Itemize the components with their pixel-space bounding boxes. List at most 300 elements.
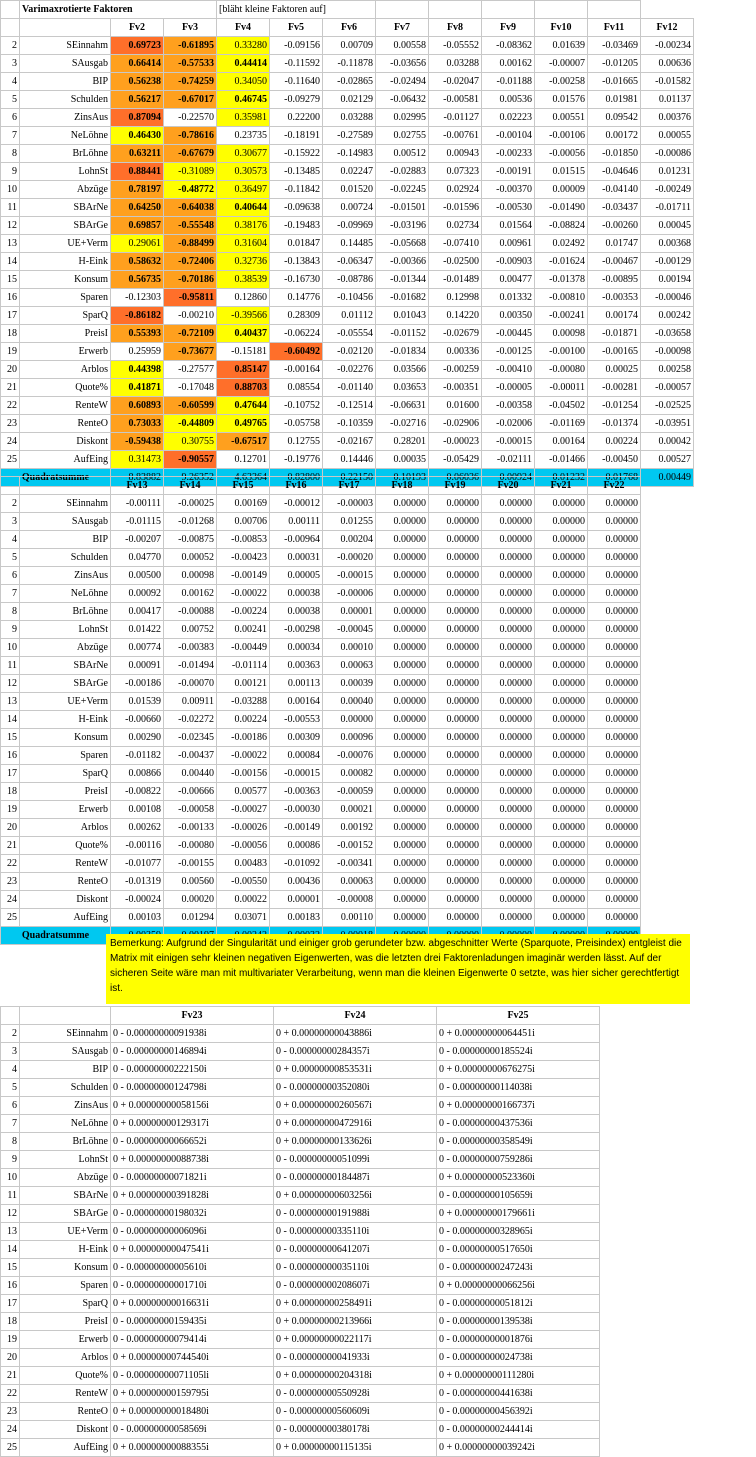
row-number: 23 <box>1 873 20 891</box>
loading-cell: 0.00010 <box>323 639 376 657</box>
loading-cell: -0.48772 <box>164 181 217 199</box>
row-label: LohnSt <box>20 621 111 639</box>
row-number: 16 <box>1 747 20 765</box>
column-header: Fv14 <box>164 477 217 495</box>
loading-cell: 0.00000 <box>376 639 429 657</box>
row-label: Diskont <box>20 891 111 909</box>
loading-cell: 0.00063 <box>323 873 376 891</box>
empty-cell <box>376 1 429 19</box>
loading-cell: 0.01137 <box>641 91 694 109</box>
loading-cell: -0.00903 <box>482 253 535 271</box>
loading-cell: 0.00045 <box>641 217 694 235</box>
row-label: BrLöhne <box>20 1133 111 1151</box>
table-row <box>1 531 641 549</box>
corner-cell <box>1 477 20 495</box>
complex-loading-cell: 0 - 0.00000000001710i <box>111 1277 274 1295</box>
loading-cell: 0.00000 <box>588 909 641 927</box>
loading-cell: 0.00121 <box>217 675 270 693</box>
loading-cell: 0.00000 <box>535 531 588 549</box>
table-row <box>1 181 694 199</box>
loading-cell: -0.03196 <box>376 217 429 235</box>
loading-cell: -0.00027 <box>217 801 270 819</box>
row-label: BIP <box>20 1061 111 1079</box>
complex-loading-cell: 0 - 0.00000000247243i <box>437 1259 600 1277</box>
row-number: 2 <box>1 1025 20 1043</box>
table-row <box>1 855 641 873</box>
loading-cell: -0.00008 <box>323 891 376 909</box>
complex-loading-cell: 0 - 0.00000000079414i <box>111 1331 274 1349</box>
row-label: ZinsAus <box>20 109 111 127</box>
loading-cell: -0.05552 <box>429 37 482 55</box>
row-label: Sparen <box>20 289 111 307</box>
complex-loading-cell: 0 - 0.00000000058569i <box>111 1421 274 1439</box>
loading-cell: 0.00000 <box>482 819 535 837</box>
loading-cell: 0.00000 <box>376 855 429 873</box>
loading-cell: -0.00045 <box>323 621 376 639</box>
loading-cell: 0.00000 <box>429 837 482 855</box>
complex-loading-cell: 0 + 0.00000000047541i <box>111 1241 274 1259</box>
loading-cell: 0.00000 <box>482 747 535 765</box>
header-row <box>1 1007 600 1025</box>
loading-cell: -0.01466 <box>535 451 588 469</box>
loading-cell: 0.14485 <box>323 235 376 253</box>
complex-loading-cell: 0 - 0.00000000006096i <box>111 1223 274 1241</box>
complex-loading-cell: 0 - 0.00000000641207i <box>274 1241 437 1259</box>
complex-loading-cell: 0 - 0.00000000328965i <box>437 1223 600 1241</box>
loading-cell: 0.01231 <box>641 163 694 181</box>
loading-cell: 0.60893 <box>111 397 164 415</box>
loading-cell: 0.00000 <box>535 567 588 585</box>
loading-cell: 0.03653 <box>376 379 429 397</box>
loading-cell: -0.01834 <box>376 343 429 361</box>
table-row <box>1 1421 600 1439</box>
loading-cell: -0.00022 <box>217 585 270 603</box>
loading-cell: -0.00298 <box>270 621 323 639</box>
table-row <box>1 217 694 235</box>
loading-cell: 0.00098 <box>164 567 217 585</box>
loading-cell: 0.00000 <box>588 531 641 549</box>
sum-cell: 0.10193 <box>376 469 429 487</box>
loading-cell: -0.00155 <box>164 855 217 873</box>
loading-cell: -0.01624 <box>535 253 588 271</box>
table-row <box>1 1403 600 1421</box>
loading-cell: -0.00341 <box>323 855 376 873</box>
loading-cell: -0.78616 <box>164 127 217 145</box>
complex-loading-cell: 0 - 0.00000000244414i <box>437 1421 600 1439</box>
loading-cell: 0.00000 <box>429 693 482 711</box>
loading-cell: 0.00164 <box>535 433 588 451</box>
table-row <box>1 1115 600 1133</box>
table-row <box>1 1439 600 1457</box>
loading-cell: -0.90557 <box>164 451 217 469</box>
complex-loading-cell: 0 - 0.00000000091938i <box>111 1025 274 1043</box>
loading-cell: 0.00943 <box>429 145 482 163</box>
table-row <box>1 873 641 891</box>
loading-cell: -0.72109 <box>164 325 217 343</box>
loading-cell: -0.00241 <box>535 307 588 325</box>
row-label: Abzüge <box>20 1169 111 1187</box>
loading-cell: 0.00000 <box>588 693 641 711</box>
column-header: Fv21 <box>535 477 588 495</box>
column-header: Fv16 <box>270 477 323 495</box>
table-row <box>1 325 694 343</box>
table-row <box>1 711 641 729</box>
loading-cell: 0.14776 <box>270 289 323 307</box>
loading-cell: 0.00477 <box>482 271 535 289</box>
loading-cell: 0.00636 <box>641 55 694 73</box>
loading-cell: -0.02345 <box>164 729 217 747</box>
row-number: 19 <box>1 801 20 819</box>
row-label: Sparen <box>20 1277 111 1295</box>
loading-cell: 0.00000 <box>535 657 588 675</box>
loading-cell: 0.00055 <box>641 127 694 145</box>
loading-cell: 0.00000 <box>482 693 535 711</box>
complex-loading-cell: 0 - 0.00000000517650i <box>437 1241 600 1259</box>
loading-cell: 0.00000 <box>376 891 429 909</box>
loading-cell: -0.00046 <box>641 289 694 307</box>
table-row <box>1 549 641 567</box>
loading-cell: 0.00000 <box>482 711 535 729</box>
loading-cell: -0.00445 <box>482 325 535 343</box>
loading-cell: -0.00281 <box>588 379 641 397</box>
table-row <box>1 1331 600 1349</box>
loading-cell: 0.00000 <box>588 837 641 855</box>
row-label: PreisI <box>20 325 111 343</box>
loading-cell: 0.00000 <box>535 909 588 927</box>
loading-cell: 0.00000 <box>588 873 641 891</box>
loading-cell: -0.02679 <box>429 325 482 343</box>
label-header-cell <box>20 477 111 495</box>
loading-cell: 0.01255 <box>323 513 376 531</box>
loading-cell: -0.27589 <box>323 127 376 145</box>
table-row <box>1 1223 600 1241</box>
complex-loading-cell: 0 - 0.00000000159435i <box>111 1313 274 1331</box>
loading-cell: 0.00172 <box>588 127 641 145</box>
loading-cell: 0.00000 <box>429 765 482 783</box>
loading-cell: 0.00092 <box>111 585 164 603</box>
loading-cell: -0.00149 <box>217 567 270 585</box>
loading-cell: 0.00000 <box>429 549 482 567</box>
loading-cell: -0.01205 <box>588 55 641 73</box>
loading-cell: -0.00258 <box>535 73 588 91</box>
complex-loading-cell: 0 - 0.00000000284357i <box>274 1043 437 1061</box>
loading-cell: 0.01981 <box>588 91 641 109</box>
loading-cell: 0.00000 <box>482 567 535 585</box>
loading-cell: -0.10359 <box>323 415 376 433</box>
loading-cell: 0.00436 <box>270 873 323 891</box>
row-number: 10 <box>1 1169 20 1187</box>
complex-loading-cell: 0 - 0.00000000041933i <box>274 1349 437 1367</box>
loading-cell: 0.00000 <box>376 513 429 531</box>
loading-cell: -0.01115 <box>111 513 164 531</box>
loading-cell: 0.00035 <box>376 451 429 469</box>
row-number: 21 <box>1 379 20 397</box>
loading-cell: 0.03288 <box>323 109 376 127</box>
loading-cell: 0.31604 <box>217 235 270 253</box>
row-number: 15 <box>1 271 20 289</box>
loading-cell: 0.00558 <box>376 37 429 55</box>
loading-cell: -0.00022 <box>217 747 270 765</box>
sum-cell: 0.00924 <box>482 469 535 487</box>
table-row <box>1 1295 600 1313</box>
row-number: 25 <box>1 451 20 469</box>
loading-cell: -0.73677 <box>164 343 217 361</box>
loading-cell: 0.23735 <box>217 127 270 145</box>
loading-cell: 0.00262 <box>111 819 164 837</box>
loading-cell: 0.88703 <box>217 379 270 397</box>
sum-cell: 0.82800 <box>270 469 323 487</box>
row-number: 17 <box>1 307 20 325</box>
loading-cell: -0.00116 <box>111 837 164 855</box>
loading-cell: 0.00911 <box>164 693 217 711</box>
row-label: Diskont <box>20 433 111 451</box>
complex-loading-cell: 0 - 0.00000000071105li <box>111 1367 274 1385</box>
loading-cell: -0.00133 <box>164 819 217 837</box>
loading-cell: 0.00866 <box>111 765 164 783</box>
loading-cell: 0.00000 <box>588 495 641 513</box>
loading-cell: 0.00000 <box>429 531 482 549</box>
complex-loading-cell: 0 - 0.00000000051812i <box>437 1295 600 1313</box>
loading-cell: 0.14220 <box>429 307 482 325</box>
loading-cell: 0.00000 <box>535 765 588 783</box>
loading-cell: -0.00015 <box>482 433 535 451</box>
loading-cell: 0.00000 <box>482 657 535 675</box>
loading-cell: 0.00183 <box>270 909 323 927</box>
loading-cell: -0.01374 <box>588 415 641 433</box>
row-label: NeLöhne <box>20 585 111 603</box>
complex-loading-cell: 0 + 0.00000000204318i <box>274 1367 437 1385</box>
loading-cell: 0.00000 <box>535 585 588 603</box>
table-row <box>1 451 694 469</box>
loading-cell: 0.56217 <box>111 91 164 109</box>
loading-cell: 0.28201 <box>376 433 429 451</box>
loading-cell: 0.00363 <box>270 657 323 675</box>
row-label: Arblos <box>20 361 111 379</box>
row-label: Erwerb <box>20 343 111 361</box>
column-header: Fv25 <box>437 1007 600 1025</box>
loading-cell: 0.00042 <box>641 433 694 451</box>
loading-cell: 0.00536 <box>482 91 535 109</box>
row-number: 4 <box>1 73 20 91</box>
loading-cell: 0.36497 <box>217 181 270 199</box>
loading-cell: -0.00058 <box>164 801 217 819</box>
table-row <box>1 379 694 397</box>
sum-label: Quadratsumme <box>1 927 111 945</box>
row-number: 23 <box>1 415 20 433</box>
row-number: 3 <box>1 55 20 73</box>
loading-cell: -0.00024 <box>111 891 164 909</box>
loading-cell: 0.00000 <box>429 675 482 693</box>
loading-cell: 0.00192 <box>323 819 376 837</box>
loading-cell: 0.00551 <box>535 109 588 127</box>
row-number: 22 <box>1 855 20 873</box>
table-row <box>1 199 694 217</box>
sum-cell: 0.01232 <box>535 469 588 487</box>
loading-cell: -0.01682 <box>376 289 429 307</box>
factor-table-1 <box>0 0 694 487</box>
loading-cell: -0.01188 <box>482 73 535 91</box>
loading-cell: -0.86182 <box>111 307 164 325</box>
loading-cell: -0.19776 <box>270 451 323 469</box>
loading-cell: 0.00961 <box>482 235 535 253</box>
loading-cell: 0.00000 <box>482 909 535 927</box>
loading-cell: 0.30677 <box>217 145 270 163</box>
loading-cell: 0.00000 <box>535 603 588 621</box>
loading-cell: -0.08824 <box>535 217 588 235</box>
loading-cell: -0.00098 <box>641 343 694 361</box>
loading-cell: 0.00000 <box>429 621 482 639</box>
row-number: 6 <box>1 567 20 585</box>
loading-cell: -0.02494 <box>376 73 429 91</box>
loading-cell: -0.01077 <box>111 855 164 873</box>
loading-cell: -0.06432 <box>376 91 429 109</box>
complex-loading-cell: 0 + 0.00000000744540i <box>111 1349 274 1367</box>
loading-cell: 0.69723 <box>111 37 164 55</box>
loading-cell: 0.00000 <box>482 675 535 693</box>
loading-cell: -0.00363 <box>270 783 323 801</box>
remark-note: Bemerkung: Aufgrund der Singularität und einiger grob gerundeter bzw. abgeschnitter Werte (Sparquote, Preisindex) entgleist die Matrix mit einigen sehr kleinen negativen Eigenwerten, was die letzten drei Faktorenladungen imaginär werden lässt. Auf der sicheren Seite wäre man mit multivariater Verarbeitung, wenn man die kleinen Eigenwerte 0 setzte, was hier sicher gerechtfertigt ist. <box>106 934 690 1004</box>
row-number: 14 <box>1 711 20 729</box>
row-label: SEinnahm <box>20 37 111 55</box>
column-header: Fv24 <box>274 1007 437 1025</box>
complex-loading-cell: 0 + 0.00000000022117i <box>274 1331 437 1349</box>
loading-cell: -0.00070 <box>164 675 217 693</box>
loading-cell: -0.57533 <box>164 55 217 73</box>
loading-cell: -0.00006 <box>323 585 376 603</box>
loading-cell: 0.00500 <box>111 567 164 585</box>
loading-cell: 0.01747 <box>588 235 641 253</box>
loading-cell: 0.30573 <box>217 163 270 181</box>
sum-cell: 0.22150 <box>323 469 376 487</box>
row-number: 16 <box>1 1277 20 1295</box>
row-number: 9 <box>1 621 20 639</box>
table-row <box>1 1349 600 1367</box>
loading-cell: -0.31089 <box>164 163 217 181</box>
loading-cell: 0.00194 <box>641 271 694 289</box>
loading-cell: 0.00110 <box>323 909 376 927</box>
loading-cell: 0.00000 <box>588 801 641 819</box>
row-label: ZinsAus <box>20 567 111 585</box>
sum-label: Quadratsumme <box>1 469 111 487</box>
loading-cell: -0.01665 <box>588 73 641 91</box>
loading-cell: -0.00152 <box>323 837 376 855</box>
loading-cell: 0.00000 <box>588 513 641 531</box>
loading-cell: 0.00174 <box>588 307 641 325</box>
loading-cell: 0.44414 <box>217 55 270 73</box>
loading-cell: -0.02047 <box>429 73 482 91</box>
row-number: 16 <box>1 289 20 307</box>
table-row <box>1 1205 600 1223</box>
row-number: 9 <box>1 1151 20 1169</box>
row-number: 20 <box>1 361 20 379</box>
column-header: Fv5 <box>270 19 323 37</box>
row-number: 12 <box>1 675 20 693</box>
loading-cell: -0.03658 <box>641 325 694 343</box>
column-header: Fv7 <box>376 19 429 37</box>
loading-cell: -0.03951 <box>641 415 694 433</box>
loading-cell: -0.00853 <box>217 531 270 549</box>
loading-cell: -0.00358 <box>482 397 535 415</box>
loading-cell: -0.01490 <box>535 199 588 217</box>
loading-cell: -0.01378 <box>535 271 588 289</box>
loading-cell: 0.04770 <box>111 549 164 567</box>
sum-cell: 8.83882 <box>111 469 164 487</box>
loading-cell: 0.00082 <box>323 765 376 783</box>
loading-cell: 0.00162 <box>164 585 217 603</box>
loading-cell: -0.00012 <box>270 495 323 513</box>
loading-cell: -0.00156 <box>217 765 270 783</box>
table-row <box>1 1043 600 1061</box>
loading-cell: 0.00000 <box>588 549 641 567</box>
complex-loading-cell: 0 + 0.00000000166737i <box>437 1097 600 1115</box>
loading-cell: -0.12514 <box>323 397 376 415</box>
loading-cell: -0.02906 <box>429 415 482 433</box>
sum-cell: 0.00449 <box>641 469 694 487</box>
table-row <box>1 1385 600 1403</box>
sum-cell: 4.63364 <box>217 469 270 487</box>
table-title: Varimaxrotierte Faktoren <box>20 1 217 19</box>
row-label: SBArGe <box>20 675 111 693</box>
loading-cell: 0.00098 <box>535 325 588 343</box>
row-number: 6 <box>1 1097 20 1115</box>
row-number: 7 <box>1 1115 20 1133</box>
row-label: LohnSt <box>20 1151 111 1169</box>
loading-cell: 0.00000 <box>588 675 641 693</box>
table-row <box>1 1241 600 1259</box>
row-number: 8 <box>1 603 20 621</box>
row-number: 7 <box>1 127 20 145</box>
loading-cell: -0.01268 <box>164 513 217 531</box>
complex-loading-cell: 0 - 0.00000000105659i <box>437 1187 600 1205</box>
complex-loading-cell: 0 + 0.00000000676275i <box>437 1061 600 1079</box>
loading-cell: -0.00023 <box>429 433 482 451</box>
complex-loading-cell: 0 - 0.00000000358549i <box>437 1133 600 1151</box>
row-number: 21 <box>1 1367 20 1385</box>
table-row <box>1 621 641 639</box>
loading-cell: 0.00000 <box>482 783 535 801</box>
loading-cell: 0.00000 <box>482 729 535 747</box>
loading-cell: 0.29061 <box>111 235 164 253</box>
loading-cell: -0.00449 <box>217 639 270 657</box>
loading-cell: -0.67517 <box>217 433 270 451</box>
row-number: 9 <box>1 163 20 181</box>
loading-cell: -0.64038 <box>164 199 217 217</box>
complex-loading-cell: 0 + 0.00000000258491i <box>274 1295 437 1313</box>
loading-cell: 0.00000 <box>588 639 641 657</box>
complex-loading-cell: 0 - 0.00000000146894i <box>111 1043 274 1061</box>
loading-cell: 0.00000 <box>429 783 482 801</box>
table-row <box>1 783 641 801</box>
loading-cell: 0.00000 <box>376 657 429 675</box>
loading-cell: -0.00233 <box>482 145 535 163</box>
loading-cell: -0.02500 <box>429 253 482 271</box>
loading-cell: 0.12701 <box>217 451 270 469</box>
row-label: BIP <box>20 73 111 91</box>
loading-cell: 0.69857 <box>111 217 164 235</box>
complex-loading-cell: 0 - 0.00000000024738i <box>437 1349 600 1367</box>
row-number: 6 <box>1 109 20 127</box>
complex-loading-cell: 0 + 0.00000000853531i <box>274 1061 437 1079</box>
corner-cell <box>1 19 20 37</box>
loading-cell: -0.00370 <box>482 181 535 199</box>
complex-loading-cell: 0 + 0.00000000179661i <box>437 1205 600 1223</box>
loading-cell: 0.87094 <box>111 109 164 127</box>
corner-cell <box>1 1007 20 1025</box>
loading-cell: -0.16730 <box>270 271 323 289</box>
row-label: H-Eink <box>20 1241 111 1259</box>
loading-cell: 0.31473 <box>111 451 164 469</box>
table-row <box>1 361 694 379</box>
